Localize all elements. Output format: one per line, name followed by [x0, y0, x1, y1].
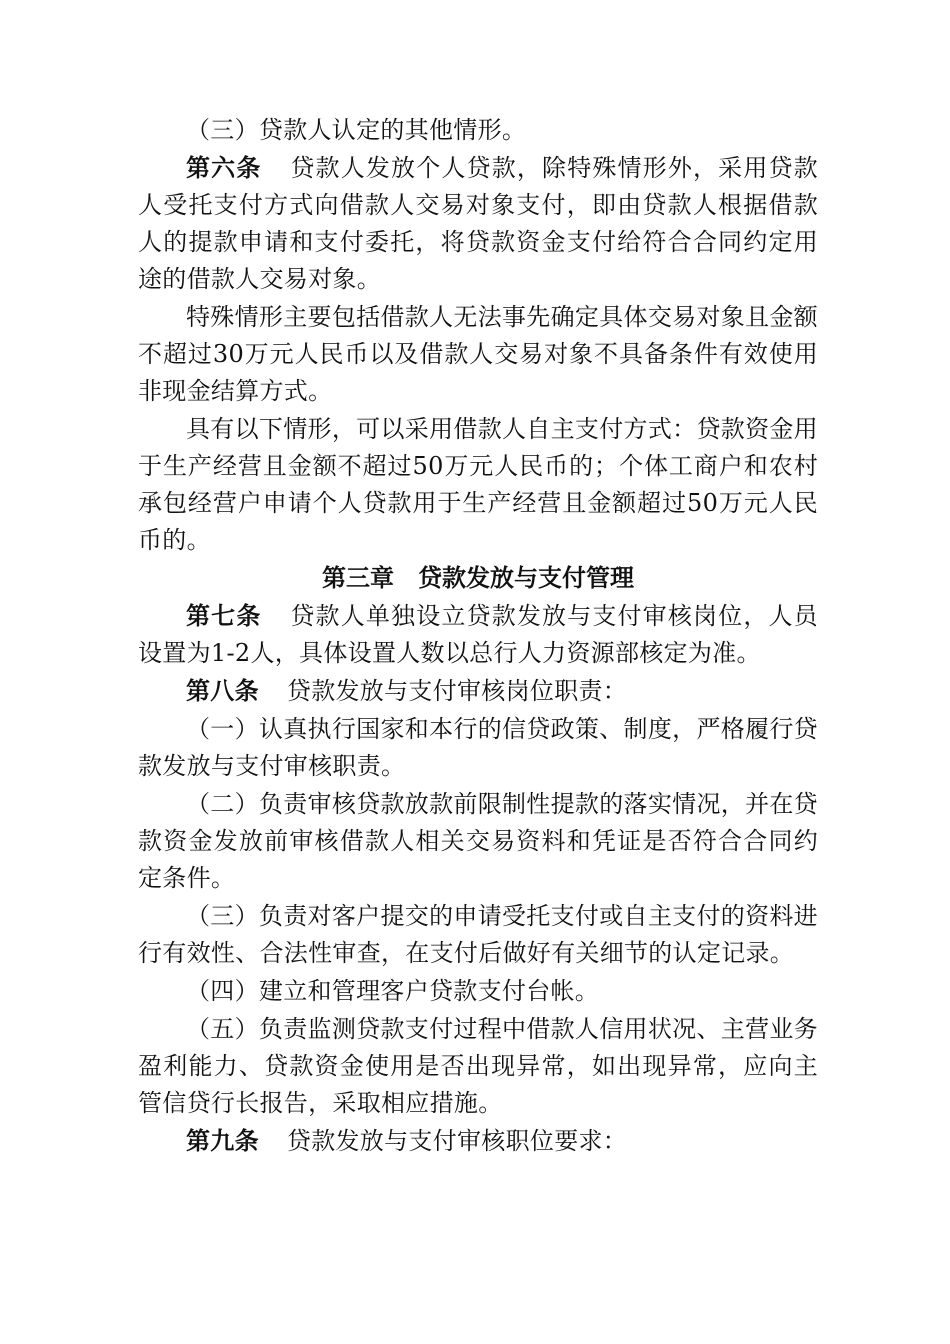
article-9 — [138, 1123, 818, 1160]
paragraph-self-payment: 具有以下情形，可以采用借款人自主支付方式：贷款资金用于生产经营且金额不超过50万元人民币的；个体工商户和农村承包经营户申请个人贷款用于生产经营且金额超过50万元人民币的。 — [138, 415, 818, 554]
article-7-label: 第七条 — [186, 602, 262, 630]
duty-item-1: （一）认真执行国家和本行的信贷政策、制度，严格履行贷款发放与支付审核职责。 — [138, 715, 818, 780]
chapter-heading: 第三章 贷款发放与支付管理 — [322, 564, 634, 592]
duty-item-2: （二）负责审核贷款放款前限制性提款的落实情况，并在贷款资金发放前审核借款人相关交易资料和凭证是否符合合同约定条件。 — [138, 790, 818, 892]
duty-item-4: （四）建立和管理客户贷款支付台帐。 — [186, 977, 600, 1005]
article-7 — [138, 598, 818, 672]
article-6-text: 贷款人发放个人贷款，除特殊情形外，采用贷款人受托支付方式向借款人交易对象支付，即由贷款人根据借款人的提款申请和支付委托，将贷款资金支付给符合合同约定用途的借款人交易对象。 — [138, 154, 818, 293]
duty-item-5: （五）负责监测贷款支付过程中借款人信用状况、主营业务盈利能力、贷款资金使用是否出现异常，如出现异常，应向主管信贷行长报告，采取相应措施。 — [138, 1015, 818, 1117]
paragraph-special-circumstances: 特殊情形主要包括借款人无法事先确定具体交易对象且金额不超过30万元人民币以及借款人交易对象不具备条件有效使用非现金结算方式。 — [138, 303, 818, 405]
article-7-text: 贷款人单独设立贷款发放与支付审核岗位，人员设置为1-2人，具体设置人数以总行人力资源部核定为准。 — [138, 602, 818, 667]
article-8-label: 第八条 — [186, 677, 259, 705]
article-9-label: 第九条 — [186, 1127, 259, 1155]
article-8 — [138, 673, 818, 710]
duty-item-3: （三）负责对客户提交的申请受托支付或自主支付的资料进行有效性、合法性审查，在支付后做好有关细节的认定记录。 — [138, 902, 818, 967]
article-8-text: 贷款发放与支付审核岗位职责： — [286, 677, 628, 705]
paragraph-other-circumstances: （三）贷款人认定的其他情形。 — [186, 116, 527, 144]
article-9-text: 贷款发放与支付审核职位要求： — [286, 1127, 628, 1155]
document-page — [138, 112, 818, 1161]
article-6-label: 第六条 — [186, 154, 262, 182]
article-6 — [138, 150, 818, 298]
